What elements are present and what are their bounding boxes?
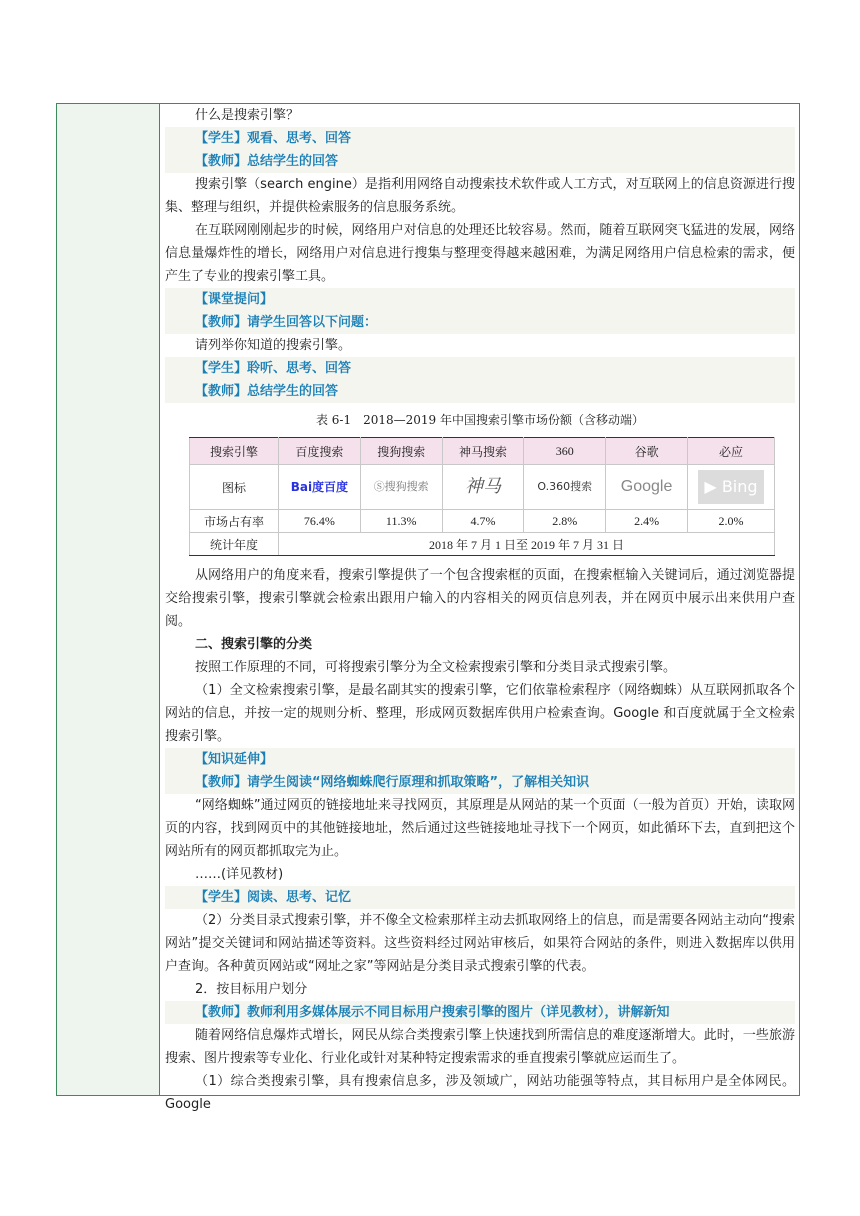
class-question-label: 【课堂提问】	[165, 288, 795, 311]
engine-name: 必应	[687, 438, 774, 465]
360-logo-cell	[524, 465, 606, 510]
share-value: 2.4%	[606, 510, 688, 533]
market-share-table	[189, 437, 775, 556]
engine-name: 神马搜索	[442, 438, 524, 465]
paragraph-history: 在互联网刚刚起步的时候，网络用户对信息的处理还比较容易。然而，随着互联网突飞猛进的发展，网络信息量爆炸性的增长，网络用户对信息进行搜集与整理变得越来越困难，为满足网络用户信息检索的需求，便产生了专业的搜索引擎工具。	[165, 223, 795, 284]
bing-logo-icon: ▶ Bing	[698, 470, 764, 504]
table-row	[190, 510, 775, 533]
share-value: 2.0%	[687, 510, 774, 533]
table-row	[190, 438, 775, 465]
bing-logo-cell	[687, 465, 774, 510]
sogou-logo-icon: Ⓢ搜狗搜索	[373, 480, 429, 493]
left-column	[57, 104, 160, 1095]
see-textbook: ……(详见教材)	[195, 867, 284, 882]
engine-name: 谷歌	[606, 438, 688, 465]
table-row	[190, 533, 775, 556]
question: 什么是搜索引擎？	[195, 108, 300, 123]
baidu-logo-icon: Bai度百度	[290, 480, 349, 494]
subsection-heading: 2．按目标用户划分	[195, 982, 308, 997]
student-note-2: 【学生】聆听、思考、回答	[165, 357, 795, 380]
teacher-note-1: 【教师】总结学生的回答	[165, 150, 795, 173]
table-caption: 表 6-1 2018—2019 年中国搜索引擎市场份额（含移动端）	[315, 413, 645, 427]
ask-text: 请列举你知道的搜索引擎。	[195, 338, 352, 353]
paragraph-classification: 按照工作原理的不同，可将搜索引擎分为全文检索搜索引擎和分类目录式搜索引擎。	[195, 660, 677, 675]
row-header-year: 统计年度	[190, 533, 279, 556]
engine-name: 百度搜索	[279, 438, 361, 465]
knowledge-extension-label: 【知识延伸】	[165, 748, 795, 771]
teacher-note-4: 【教师】请学生阅读“网络蜘蛛爬行原理和抓取策略”，了解相关知识	[165, 771, 795, 794]
share-value: 2.8%	[524, 510, 606, 533]
engine-name: 搜狗搜索	[360, 438, 442, 465]
baidu-logo-cell	[279, 465, 361, 510]
paragraph-spider: “网络蜘蛛”通过网页的链接地址来寻找网页，其原理是从网站的某一个页面（一般为首页）开始，读取网页的内容，找到网页中的其他链接地址，然后通过这些链接地址寻找下一个网页，如此循环下去，直到把这个网站所有的网页都抓取完为止。	[165, 798, 795, 859]
row-header-icon: 图标	[190, 465, 279, 510]
share-value: 4.7%	[442, 510, 524, 533]
lesson-frame	[56, 103, 800, 1112]
share-value: 76.4%	[279, 510, 361, 533]
teacher-note-3: 【教师】总结学生的回答	[165, 380, 795, 403]
paragraph-definition: 搜索引擎（search engine）是指利用网络自动搜索技术软件或人工方式，对互联网上的信息资源进行搜集、整理与组织，并提供检索服务的信息服务系统。	[165, 177, 795, 215]
paragraph-directory: （2）分类目录式搜索引擎，并不像全文检索那样主动去抓取网络上的信息，而是需要各网站主动向“搜索网站”提交关键词和网站描述等资料。这些资料经过网站审核后，如果符合网站的条件，则进入数据库以供用户查询。各种黄页网站或“网址之家”等网站是分类目录式搜索引擎的代表。	[165, 913, 796, 974]
content-column	[161, 104, 799, 1112]
paragraph-user-view: 从网络用户的角度来看，搜索引擎提供了一个包含搜索框的页面，在搜索框输入关键词后，通过浏览器提交给搜索引擎，搜索引擎就会检索出跟用户输入的内容相关的网页信息列表，并在网页中展示出来供用户查阅。	[165, 568, 795, 629]
share-value: 11.3%	[360, 510, 442, 533]
period-value: 2018 年 7 月 1 日至 2019 年 7 月 31 日	[279, 533, 775, 556]
shenma-logo-icon: 神马	[464, 476, 501, 497]
section-heading: 二、搜索引擎的分类	[195, 637, 313, 652]
teacher-note-5: 【教师】教师利用多媒体展示不同目标用户搜索引擎的图片（详见教材），讲解新知	[165, 1001, 795, 1024]
paragraph-fulltext: （1）全文检索搜索引擎，是最名副其实的搜索引擎，它们依靠检索程序（网络蜘蛛）从互联网抓取各个网站的信息，并按一定的规则分析、整理，形成网页数据库供用户检索查询。Google 和百度就属于全文检索搜索引擎。	[165, 683, 795, 744]
teacher-note-2: 【教师】请学生回答以下问题：	[165, 311, 795, 334]
student-note-1: 【学生】观看、思考、回答	[165, 127, 795, 150]
paragraph-vertical: 随着网络信息爆炸式增长，网民从综合类搜索引擎上快速找到所需信息的难度逐渐增大。此时，一些旅游搜索、图片搜索等专业化、行业化或针对某种特定搜索需求的垂直搜索引擎就应运而生了。	[165, 1028, 795, 1066]
paragraph-general: （1）综合类搜索引擎，具有搜索信息多，涉及领域广，网站功能强等特点，其目标用户是全体网民。Google	[165, 1074, 795, 1112]
google-logo-icon: Google	[620, 478, 673, 495]
shenma-logo-cell	[442, 465, 524, 510]
row-header-engine: 搜索引擎	[190, 438, 279, 465]
row-header-share: 市场占有率	[190, 510, 279, 533]
table-row	[190, 465, 775, 510]
student-note-3: 【学生】阅读、思考、记忆	[165, 886, 795, 909]
engine-name: 360	[524, 438, 606, 465]
google-logo-cell	[606, 465, 688, 510]
360-logo-icon: O.360搜索	[537, 480, 593, 493]
sogou-logo-cell	[360, 465, 442, 510]
